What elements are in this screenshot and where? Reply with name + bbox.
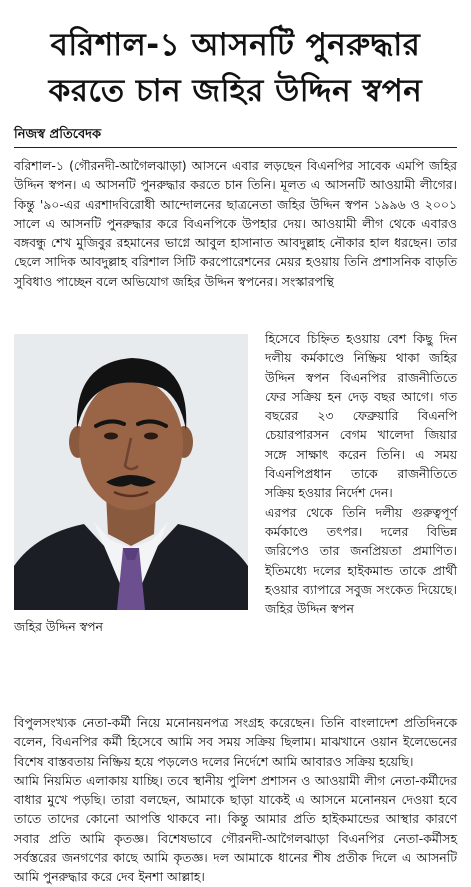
article-paragraph-2: হিসেবে চিহ্নিত হওয়ায় বেশ কিছু দিন দলীয় কর্মকাণ্ডে নিষ্ক্রিয় থাকা জহির উদ্দিন স্বপন বিএনপির রাজনীতিতে ফের সক্রিয় হন দেড় বছর আগে। গত বছরের ২৩ ফেব্রুয়ারি বিএনপি চেয়ারপারসন বেগম খালেদা জিয়ার সঙ্গে সাক্ষাৎ করেন তিনি। এ সময় বিএনপিপ্রধান তাকে রাজনীতিতে সক্রিয় হওয়ার নির্দেশ দেন। [265,331,457,501]
byline-block [14,126,457,148]
headline [10,10,461,125]
article-column-right [265,329,457,618]
article-paragraph-3: এরপর থেকে তিনি দলীয় গুরুত্বপূর্ণ কর্মকাণ্ডে তৎপর। দলের বিভিন্ন জরিপেও তার জনপ্রিয়তা প্রমাণিত। ইতিমধ্যে দলের হাইকমান্ড তাকে প্রার্থী হওয়ার ব্যাপারে সবুজ সংকেত দিয়েছে। জহির উদ্দিন স্বপন [265,504,457,617]
article-paragraph-5: আমি নিয়মিত এলাকায় যাচ্ছি। তবে স্থানীয় পুলিশ প্রশাসন ও আওয়ামী লীগ নেতা-কর্মীদের বাধার মুখে পড়ছি। তারা বলছেন, আমাকে ছাড়া যাকেই এ আসনে মনোনয়ন দেওয়া হবে তাতে তাদের কোনো আপত্তি থাকবে না। কিন্তু আমার প্রতি হাইকমান্ডের আস্থার কারণে সবার প্রতি আমি কৃতজ্ঞ। বিশেষভাবে গৌরনদী-আগৈলঝাড়া বিএনপির নেতা-কর্মীসহ সর্বস্তরের জনগণের কাছে আমি কৃতজ্ঞ। দল আমাকে ধানের শীষ প্রতীক দিলে এ আসনটি আমি পুনরুদ্ধার করে দেব ইনশা আল্লাহ। [14,772,457,885]
byline-divider [14,147,457,148]
article-paragraph-4: বিপুলসংখ্যক নেতা-কর্মী নিয়ে মনোনয়নপত্র সংগ্রহ করেছেন। তিনি বাংলাদেশ প্রতিদিনকে বলেন, বিএনপির কর্মী হিসেবে আমি সব সময় সক্রিয় ছিলাম। মাঝখানে ওয়ান ইলেভেনের বিশেষ বাস্তবতায় নিষ্ক্রিয় হয়ে পড়লেও দলের নির্দেশে আমি আবারও সক্রিয় হয়েছি। [14,715,457,769]
portrait-illustration [14,334,248,610]
headline-line-1: বরিশাল-১ আসনটি পুনরুদ্ধার [50,26,421,63]
headline-line-2: করতে চান জহির উদ্দিন স্বপন [48,72,423,109]
portrait-photo [14,334,248,610]
article-column-bottom [14,713,457,887]
article-paragraph-1: বরিশাল-১ (গৌরনদী-আগৈলঝাড়া) আসনে এবার লড়ছেন বিএনপির সাবেক এমপি জহির উদ্দিন স্বপন। এ আসনটি পুনরুদ্ধার করতে চান তিনি। মূলত এ আসনটি আওয়ামী লীগের। কিন্তু '৯০-এর এরশাদবিরোধী আন্দোলনের ছাত্রনেতা জহির উদ্দিন স্বপন ১৯৯৬ ও ২০০১ সালে এ আসনটি পুনরুদ্ধার করে বিএনপিকে উপহার দেয়। আওয়ামী লীগ থেকে এবারও বঙ্গবন্ধু শেখ মুজিবুর রহমানের ভাগ্নে আবুল হাসানাত আবদুল্লাহ নৌকার হাল ধরছেন। তার ছেলে সাদিক আবদুল্লাহ বরিশাল সিটি করপোরেশনের মেয়র হওয়ায় তিনি প্রশাসনিক বাড়তি সুবিধাও পাচ্ছেন বলে অভিযোগ জহির উদ্দিন স্বপনের। সংস্কারপন্থি [14,158,457,289]
byline: নিজস্ব প্রতিবেদক [14,127,102,142]
photo-caption: জহির উদ্দিন স্বপন [14,619,103,634]
